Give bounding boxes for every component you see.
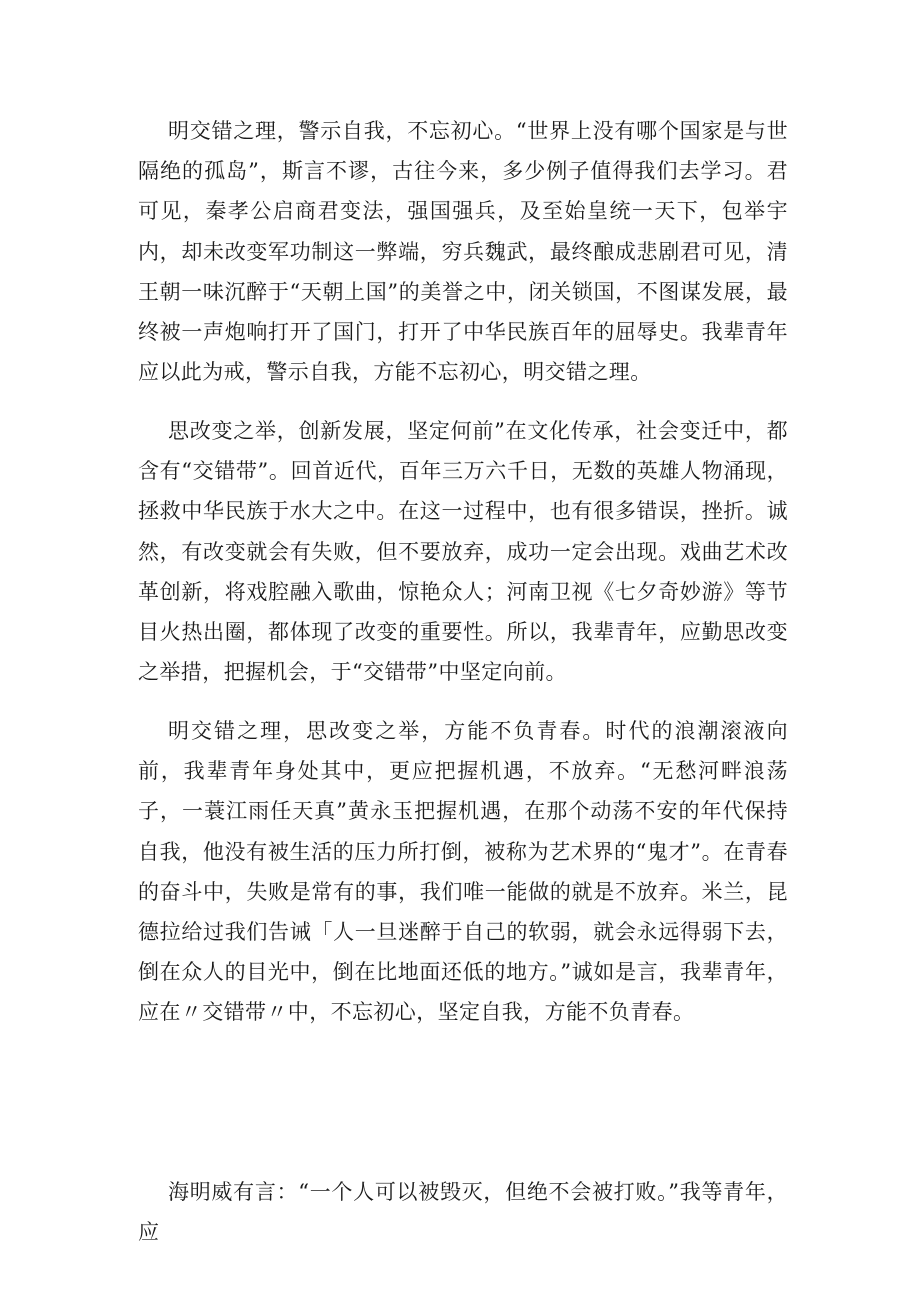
paragraph-1: 明交错之理，警示自我，不忘初心。“世界上没有哪个国家是与世隔绝的孤岛”，斯言不谬，古往今来，多少例子值得我们去学习。君可见，秦孝公启商君变法，强国强兵，及至始皇统一天下，包举宇内，却未改变军功制这一弊端，穷兵魏武，最终酿成悲剧君可见，清王朝一味沉醉于“天朝上国”的美誉之中，闭关锁国，不图谋发展，最终被一声炮响打开了国门，打开了中华民族百年的屈辱史。我辈青年应以此为戒，警示自我，方能不忘初心，明交错之理。 (138, 119, 788, 385)
paragraph-3: 明交错之理，思改变之举，方能不负青春。时代的浪潮滚液向前，我辈青年身处其中，更应把握机遇，不放弃。“无愁河畔浪荡子，一蓑江雨任天真”黄永玉把握机遇，在那个动荡不安的年代保持自我，他没有被生活的压力所打倒，被称为艺术界的“鬼才”。在青春的奋斗中，失败是常有的事，我们唯一能做的就是不放弃。米兰，昆德拉给过我们告诫「人一旦迷醉于自己的软弱，就会永远得弱下去，倒在众人的目光中，倒在比地面还低的地方。”诚如是言，我辈青年，应在〃交错带〃中，不忘初心，坚定自我，方能不负青春。 (138, 719, 788, 1025)
paragraph-4: 海明威有言：“一个人可以被毁灭，但绝不会被打败。”我等青年，应 (138, 1180, 788, 1245)
paragraph-2: 思改变之举，创新发展，坚定何前”在文化传承，社会变迁中，都含有“交错带”。回首近代，百年三万六千日，无数的英雄人物涌现，拯救中华民族于水大之中。在这一过程中，也有很多错误，挫折。诚然，有改变就会有失败，但不要放弃，成功一定会出现。戏曲艺术改革创新，将戏腔融入歌曲，惊艳众人；河南卫视《七夕奇妙游》等节目火热出圈，都体现了改变的重要性。所以，我辈青年，应勤思改变之举措，把握机会，于“交错带”中坚定向前。 (138, 419, 788, 685)
